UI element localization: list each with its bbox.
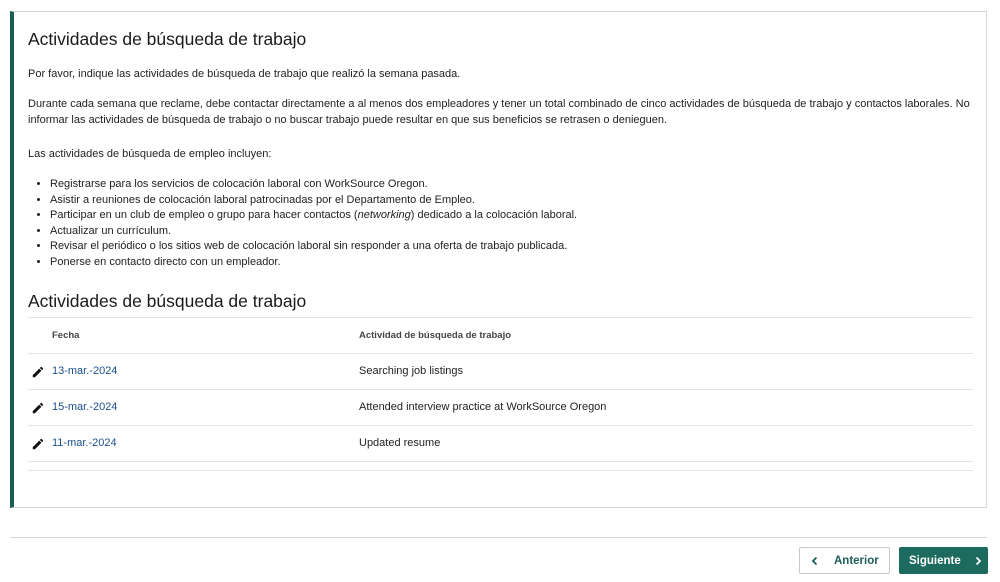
chevron-right-icon	[973, 556, 983, 566]
list-item-text: Participar en un club de empleo o grupo para hacer contactos (	[50, 209, 358, 222]
column-header-date: Fecha	[52, 330, 80, 341]
activity-description: Attended interview practice at WorkSource Oregon	[359, 401, 607, 413]
table-row	[28, 354, 973, 390]
job-search-card	[10, 11, 987, 508]
list-intro-text: Las actividades de búsqueda de empleo incluyen:	[28, 148, 272, 160]
activity-date-link[interactable]: 13-mar.-2024	[52, 365, 118, 377]
list-item-text: ) dedicado a la colocación laboral.	[410, 209, 578, 222]
list-item: • Actualizar un currículum.	[50, 224, 577, 240]
intro-text: Por favor, indique las actividades de búsqueda de trabajo que realizó la semana pasada.	[28, 68, 461, 80]
pencil-icon[interactable]	[31, 437, 45, 451]
table-row	[28, 390, 973, 426]
table-row	[28, 426, 973, 462]
activity-description: Updated resume	[359, 437, 441, 449]
list-item	[50, 208, 577, 224]
activity-date-link[interactable]: 15-mar.-2024	[52, 401, 118, 413]
footer-divider	[10, 537, 987, 538]
table-header	[28, 317, 973, 354]
activity-date-link[interactable]: 11-mar.-2024	[52, 437, 117, 449]
chevron-left-icon	[810, 556, 820, 566]
pencil-icon[interactable]	[31, 401, 45, 415]
list-item: • Registrarse para los servicios de colocación laboral con WorkSource Oregon.	[50, 177, 577, 193]
list-item-emphasis: networking	[357, 209, 411, 222]
list-item: • Revisar el periódico o los sitios web de colocación laboral sin responder a una oferta de trabajo publicada.	[50, 239, 577, 255]
activities-table	[28, 317, 973, 471]
table-footer	[28, 462, 973, 471]
list-item: • Ponerse en contacto directo con un empleador.	[50, 255, 577, 271]
column-header-activity: Actividad de búsqueda de trabajo	[359, 330, 512, 341]
previous-button[interactable]	[799, 547, 890, 574]
previous-button-label: Anterior	[834, 554, 879, 567]
next-button[interactable]	[899, 547, 988, 574]
page-title: Actividades de búsqueda de trabajo	[28, 29, 307, 49]
next-button-label: Siguiente	[909, 554, 961, 567]
activities-table-title: Actividades de búsqueda de trabajo	[28, 291, 307, 311]
list-item: • Asistir a reuniones de colocación laboral patrocinadas por el Departamento de Empleo.	[50, 193, 577, 209]
pencil-icon[interactable]	[31, 365, 45, 379]
activity-types-list	[28, 177, 577, 271]
activity-description: Searching job listings	[359, 365, 463, 377]
requirement-text: Durante cada semana que reclame, debe contactar directamente a al menos dos empleadores y tener un total combinado de cinco actividades de búsqueda de trabajo y contactos laborales. No informar las actividades de búsqueda de trabajo o no buscar trabajo puede resultar en que sus beneficios se retrasen o denieguen.	[28, 98, 970, 126]
